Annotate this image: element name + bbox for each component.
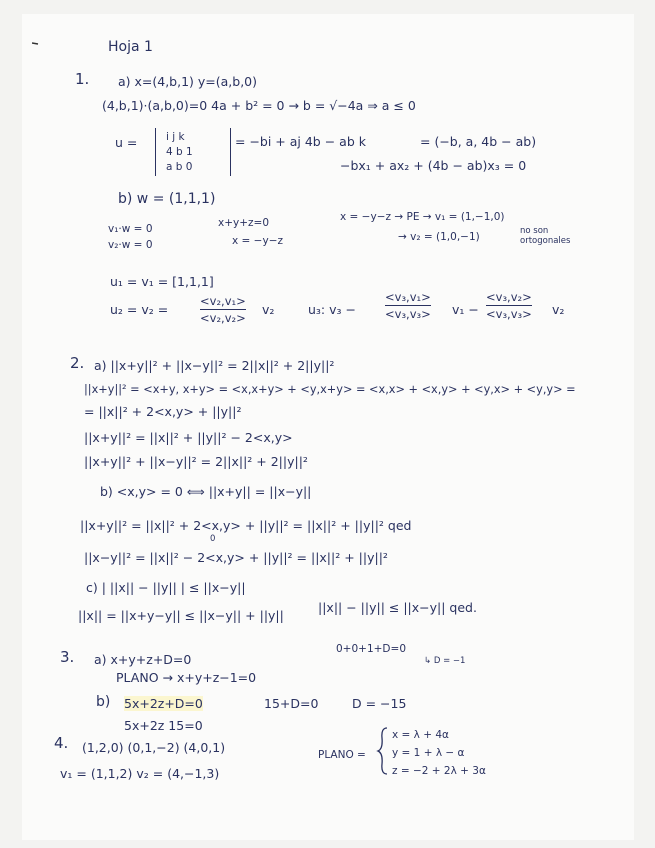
p1-note-not-orthogonal: no son ortogonales xyxy=(520,226,571,246)
det-row-3: a b 0 xyxy=(166,161,193,173)
problem-1-number: 1. xyxy=(75,70,90,88)
p1-determinant xyxy=(155,128,231,176)
u3-denominator-2: <v₃,v₃> xyxy=(486,307,532,321)
p1-cross-result: = (−b, a, 4b − ab) xyxy=(420,134,537,149)
p4-plane-label: PLANO = xyxy=(318,749,366,761)
p4-points: (1,2,0) (0,1,−2) (4,0,1) xyxy=(82,740,226,755)
p1-system-eq2: x = −y−z xyxy=(232,235,284,247)
fraction-bar xyxy=(200,309,246,310)
p1-a-line2: (4,b,1)·(a,b,0)=0 4a + b² = 0 → b = √−4a ⇒ a ≤ 0 xyxy=(102,98,416,113)
p2-c-line: c) | ||x|| − ||y|| | ≤ ||x−y|| xyxy=(86,580,246,595)
p2-line-5: ||x+y||² + ||x−y||² = 2||x||² + 2||y||² xyxy=(84,454,308,469)
p3-b-d-value: D = −15 xyxy=(352,696,407,711)
det-row-2: 4 b 1 xyxy=(166,146,193,158)
p2-line-10b: ||x|| − ||y|| ≤ ||x−y|| qed. xyxy=(318,600,477,615)
p1-a-line1: a) x=(4,b,1) y=(a,b,0) xyxy=(118,74,258,89)
p3-a-substitution: 0+0+1+D=0 xyxy=(336,643,406,655)
p1-u3-fraction-1 xyxy=(385,290,431,321)
p2-a-line1: a) ||x+y||² + ||x−y||² = 2||x||² + 2||y||² xyxy=(94,358,335,373)
p1-u3-tail: v₂ xyxy=(552,302,565,317)
fraction-bar xyxy=(385,305,431,306)
p3-b-substitution: 15+D=0 xyxy=(264,696,319,711)
problem-2-number: 2. xyxy=(70,354,85,372)
p1-u2-lead: u₂ = v₂ = xyxy=(110,302,169,317)
p1-v2: → v₂ = (1,0,−1) xyxy=(398,231,480,243)
p1-u1: u₁ = v₁ = [1,1,1] xyxy=(110,274,214,289)
p2-line-2: ||x+y||² = <x+y, x+y> = <x,x+y> + <y,x+y> = <x,x> + <x,y> + <y,x> + <y,y> = xyxy=(84,383,576,396)
p2-b-line: b) <x,y> = 0 ⟺ ||x+y|| = ||x−y|| xyxy=(100,484,312,499)
p1-system-eq1: x+y+z=0 xyxy=(218,217,270,229)
p2-zero-mark: 0 xyxy=(210,534,216,544)
problem-4-number: 4. xyxy=(54,734,69,752)
u3-denominator-1: <v₃,v₃> xyxy=(385,307,431,321)
p3-a-d-value: ↳ D = −1 xyxy=(424,656,466,666)
p2-line-4: ||x+y||² = ||x||² + ||y||² − 2<x,y> xyxy=(84,430,293,445)
det-row-1: i j k xyxy=(166,131,185,143)
problem-3-number: 3. xyxy=(60,648,75,666)
p1-u3-fraction-2 xyxy=(486,290,532,321)
p3-b-result: 5x+2z 15=0 xyxy=(124,718,203,733)
p3-b-equation: 5x+2z+D=0 xyxy=(124,696,203,711)
p1-u3-lead: u₃: v₃ − xyxy=(308,302,356,317)
p1-u3-mid: v₁ − xyxy=(452,302,479,317)
p1-u-label: u = xyxy=(115,135,138,150)
fraction-bar xyxy=(486,305,532,306)
p1-u2-tail: v₂ xyxy=(262,302,275,317)
p1-v2-dot-w: v₂·w = 0 xyxy=(108,239,153,251)
p2-line-8: ||x−y||² = ||x||² − 2<x,y> + ||y||² = ||x||² + ||y||² xyxy=(84,550,388,565)
p1-cross-product: = −bi + aj 4b − ab k xyxy=(235,134,366,149)
p2-line-7: ||x+y||² = ||x||² + 2<x,y> + ||y||² = ||x||² + ||y||² qed xyxy=(80,518,412,533)
p1-v1-dot-w: v₁·w = 0 xyxy=(108,223,153,235)
page-edge-mark xyxy=(32,40,52,46)
p3-b-label: b) xyxy=(96,694,111,710)
p1-u2-fraction xyxy=(200,294,246,325)
p4-eq-y: y = 1 + λ − α xyxy=(392,747,465,759)
p1-pe-v1: x = −y−z → PE → v₁ = (1,−1,0) xyxy=(340,211,505,223)
p4-eq-x: x = λ + 4α xyxy=(392,729,449,741)
p1-plane-equation: −bx₁ + ax₂ + (4b − ab)x₃ = 0 xyxy=(340,158,527,173)
p2-line-10: ||x|| = ||x+y−y|| ≤ ||x−y|| + ||y|| xyxy=(78,608,284,623)
u2-denominator: <v₂,v₂> xyxy=(200,311,246,325)
u3-numerator-2: <v₃,v₂> xyxy=(486,290,532,304)
p3-plane: PLANO → x+y+z−1=0 xyxy=(116,670,257,685)
p4-vectors: v₁ = (1,1,2) v₂ = (4,−1,3) xyxy=(60,766,220,781)
p2-line-3: = ||x||² + 2<x,y> + ||y||² xyxy=(84,404,242,419)
u3-numerator-1: <v₃,v₁> xyxy=(385,290,431,304)
p1-b-line: b) w = (1,1,1) xyxy=(118,191,216,207)
u2-numerator: <v₂,v₁> xyxy=(200,294,246,308)
p3-a-line: a) x+y+z+D=0 xyxy=(94,652,192,667)
brace-icon xyxy=(376,726,390,776)
page-title: Hoja 1 xyxy=(108,39,153,55)
p4-eq-z: z = −2 + 2λ + 3α xyxy=(392,765,486,777)
